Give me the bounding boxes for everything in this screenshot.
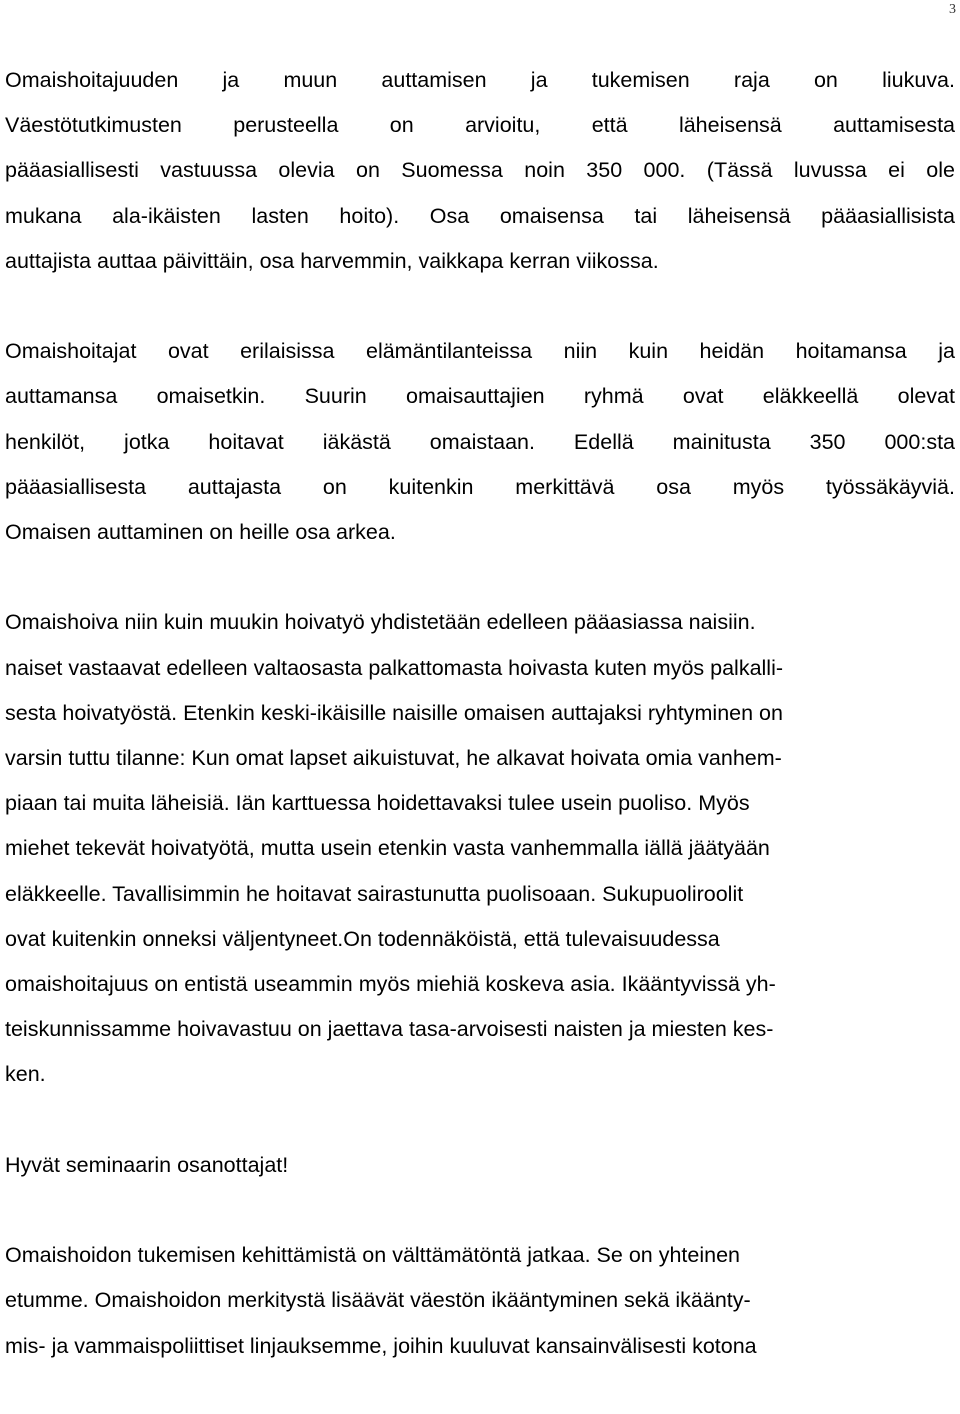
text-line: henkilöt, jotka hoitavat iäkästä omaistaan. Edellä mainitusta 350 000:sta (5, 429, 955, 454)
text-line: Omaishoitajat ovat erilaisissa elämäntilanteissa niin kuin heidän hoitamansa ja (5, 339, 955, 364)
text-line: mukana ala-ikäisten lasten hoito). Osa omaisensa tai läheisensä pääasiallisista (5, 203, 955, 228)
text-line: auttamansa omaisetkin. Suurin omaisauttajien ryhmä ovat eläkkeellä olevat (5, 384, 955, 409)
text-line: naiset vastaavat edelleen valtaosasta palkattomasta hoivasta kuten myös palkalli- (5, 655, 784, 680)
text-line: Omaishoidon tukemisen kehittämistä on välttämätöntä jatkaa. Se on yhteinen (5, 1243, 740, 1268)
text-line: Omaisen auttaminen on heille osa arkea. (5, 520, 396, 545)
text-line: varsin tuttu tilanne: Kun omat lapset aikuistuvat, he alkavat hoivata omia vanhem- (5, 746, 782, 771)
text-line: ovat kuitenkin onneksi väljentyneet.On todennäköistä, että tulevaisuudessa (5, 926, 720, 951)
text-line: pääasiallisesta auttajasta on kuitenkin merkittävä osa myös työssäkäyviä. (5, 474, 955, 499)
text-line: sesta hoivatyöstä. Etenkin keski-ikäisille naisille omaisen auttajaksi ryhtyminen on (5, 700, 783, 725)
text-line: etumme. Omaishoidon merkitystä lisäävät väestön ikääntyminen sekä ikäänty- (5, 1288, 751, 1313)
text-line: ken. (5, 1062, 46, 1087)
text-line: Omaishoiva niin kuin muukin hoivatyö yhdistetään edelleen pääasiassa naisiin. (5, 610, 756, 635)
text-line: eläkkeelle. Tavallisimmin he hoitavat sairastunutta puolisoaan. Sukupuoliroolit (5, 881, 744, 906)
text-line: miehet tekevät hoivatyötä, mutta usein etenkin vasta vanhemmalla iällä jäätyään (5, 836, 770, 861)
text-line: piaan tai muita läheisiä. Iän karttuessa hoidettavaksi tulee usein puoliso. Myös (5, 791, 750, 816)
paragraph-caregiving-boundary (5, 58, 955, 284)
text-line: Väestötutkimusten perusteella on arvioitu, että läheisensä auttamisesta (5, 113, 955, 138)
paragraph-greeting (5, 1143, 955, 1188)
page-number: 3 (949, 2, 956, 17)
paragraph-gender-roles (5, 600, 955, 1097)
text-line: Omaishoitajuuden ja muun auttamisen ja tukemisen raja on liukuva. (5, 68, 955, 92)
document-body (5, 58, 955, 1414)
paragraph-development (5, 1233, 955, 1369)
text-line: pääasiallisesti vastuussa olevia on Suomessa noin 350 000. (Tässä luvussa ei ole (5, 158, 955, 183)
paragraph-life-situations (5, 329, 955, 555)
text-line: Hyvät seminaarin osanottajat! (5, 1152, 289, 1177)
text-line: mis- ja vammaispoliittiset linjauksemme, joihin kuuluvat kansainvälisesti kotona (5, 1333, 757, 1358)
text-line: auttajista auttaa päivittäin, osa harvemmin, vaikkapa kerran viikossa. (5, 248, 659, 273)
text-line: omaishoitajuus on entistä useammin myös miehiä koskeva asia. Ikääntyvissä yh- (5, 972, 776, 997)
text-line: teiskunnissamme hoivavastuu on jaettava tasa-arvoisesti naisten ja miesten kes- (5, 1017, 774, 1042)
